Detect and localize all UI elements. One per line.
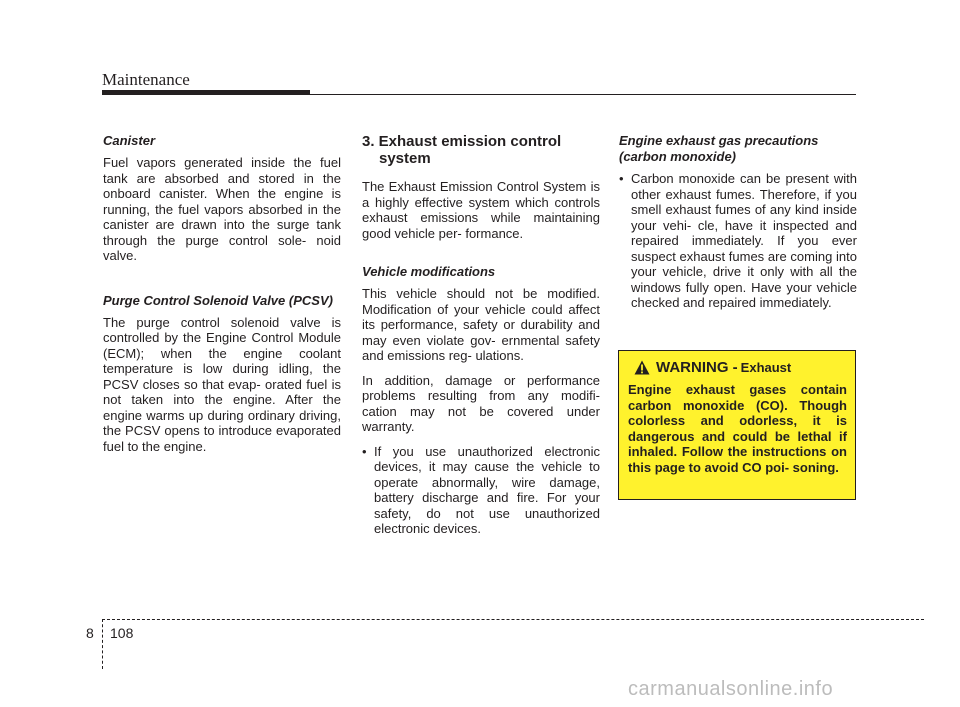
pcsv-body: The purge control solenoid valve is controlled by the Engine Control Module (ECM); when the engine coolant temperature is low during idling, the PCSV closes so that evap- orated fuel is not taken into the engine. After the engine warms up during ordinary driving, the PCSV opens to introduce evaporated fuel to the engine. [103,314,341,454]
modifications-warranty: In addition, damage or performance problems resulting from any modifi- cation may not be covered under warranty. [362,372,600,434]
modifications-heading: Vehicle modifications [362,264,496,279]
warning-header [628,359,847,376]
warning-text: Engine exhaust gases contain carbon monoxide (CO). Though colorless and odorless, it is dangerous and could be lethal if inhaled. Follow the instructions on this page to avoid CO poi- soning. [628,382,847,475]
page-number: 108 [110,625,134,641]
column-right [619,133,857,320]
page-title: Maintenance [102,70,190,89]
footer-rule [102,619,924,620]
spacer [362,250,600,264]
chapter-number: 8 [86,625,94,641]
pcsv-heading: Purge Control Solenoid Valve (PCSV) [103,292,333,308]
footer-divider [102,619,103,669]
bullet-text: Carbon monoxide can be present with other exhaust fumes. Therefore, if you smell exhaust fumes of any kind inside your vehi- cle, have it inspected and repaired immediately. If you ever suspect exhaust fumes are coming into your vehicle, drive it only with all the windows fully open. Have your vehicle checked and repaired immediately. [631,171,857,310]
canister-body: Fuel vapors generated inside the fuel tank are absorbed and stored in the onboard canister. When the engine is running, the fuel vapors absorbed in the canister are drawn into the surge tank through the purge control sole- noid valve. [103,155,341,263]
modifications-body: This vehicle should not be modified. Modification of your vehicle could affect its performance, safety or durability and may even violate gov- ernmental safety and emissions reg- ulations. [362,286,600,363]
warning-label: WARNING - [656,359,738,376]
column-left [103,133,341,463]
header-rule [102,94,856,95]
watermark: carmanualsonline.info [628,678,834,700]
section-title: 3. Exhaust emission control system [362,133,562,167]
bullet-text: If you use unauthorized electronic devices, it may cause the vehicle to operate abnormally, wire damage, battery discharge and fire. For your safety, do not use unauthorized electronic devices. [374,443,600,536]
section-body: The Exhaust Emission Control System is a highly effective system which controls exhaust emissions while maintaining good vehicle per- formance. [362,179,600,241]
precaution-bullet [619,171,857,311]
bullet-icon: • [619,171,624,186]
spacer [103,273,341,293]
precaution-heading: Engine exhaust gas precautions (carbon monoxide) [619,133,819,164]
bullet-icon: • [362,443,367,459]
warning-box [618,350,856,500]
modifications-bullet [362,444,600,537]
canister-heading: Canister [103,133,156,148]
warning-topic: Exhaust [740,360,792,375]
warning-triangle-icon [634,360,650,375]
column-middle [362,133,600,546]
